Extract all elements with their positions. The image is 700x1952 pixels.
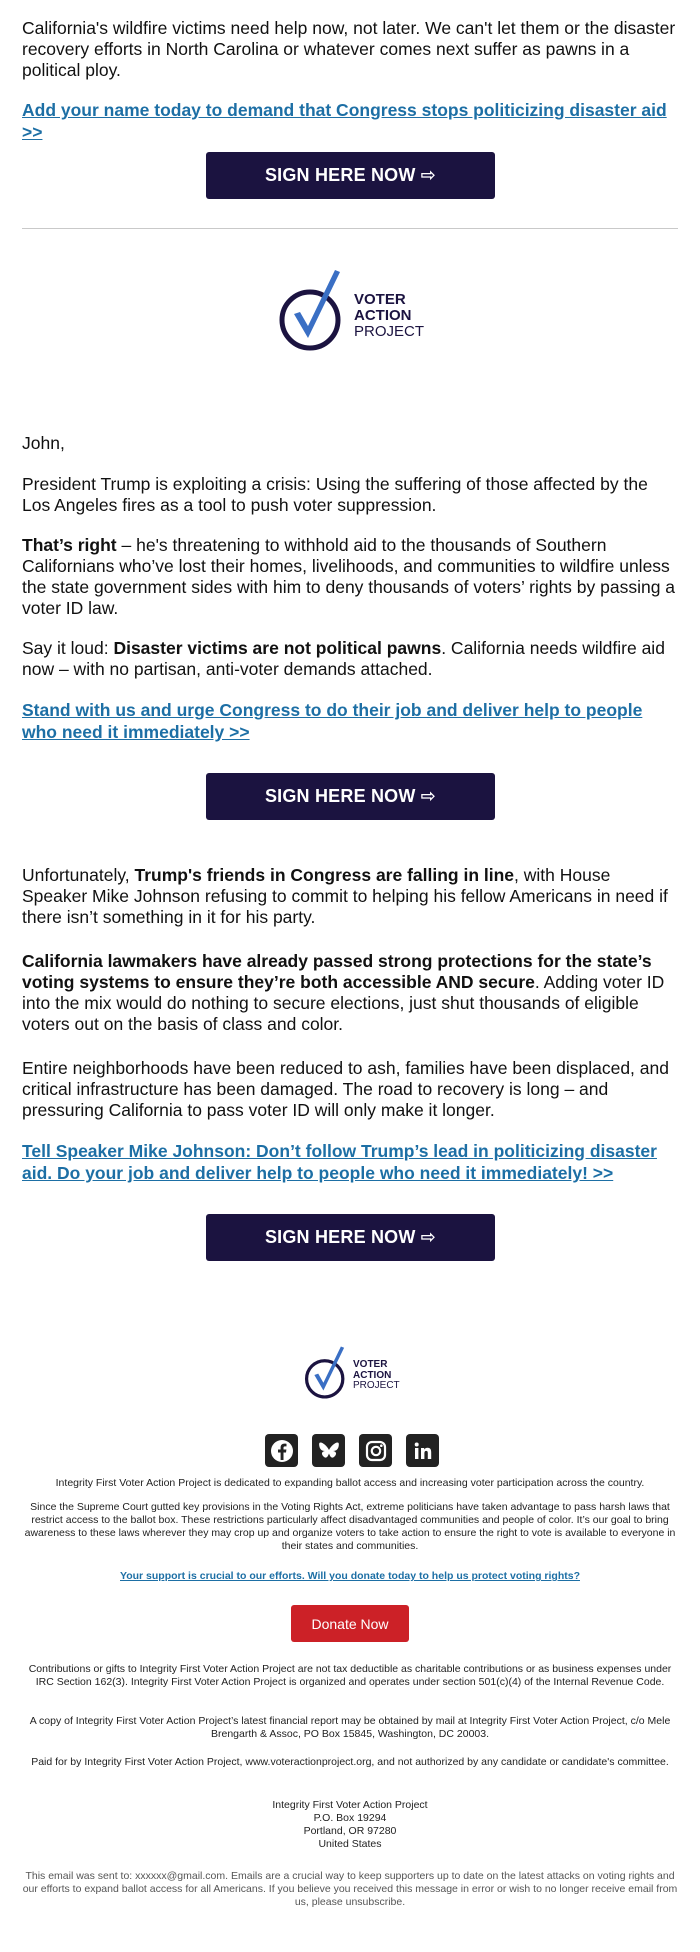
intro-text: California's wildfire victims need help now, not later. We can't let them or the disaster recovery efforts in North Carolina or whatever comes next suffer as pawns in a political ploy. [22,18,676,80]
sign-here-button-2[interactable]: SIGN HERE NOW ⇨ [206,773,495,820]
paragraph-5 [22,951,678,1035]
paragraph-3 [22,638,678,680]
sign-here-button-1[interactable]: SIGN HERE NOW ⇨ [206,152,495,199]
footer-tax-disclaimer: Contributions or gifts to Integrity First Voter Action Project are not tax deductible as charitable contributions or as business expenses under IRC Section 162(3). Integrity First Voter Action Project is organized and operates under section 501(c)(4) of the Internal Revenue Code. [28,1663,672,1688]
footer-checkmark-logo-icon [304,1345,348,1401]
footer-mission: Integrity First Voter Action Project is dedicated to expanding ballot access and increasing voter participation across the country. [55,1477,645,1489]
logo-word-project: PROJECT [354,322,425,340]
address-line: Portland, OR 97280 [303,1825,397,1837]
paragraph-6: Entire neighborhoods have been reduced to ash, families have been displaced, and critical infrastructure has been damaged. The road to recovery is long – and pressuring California to pass voter ID will only make it longer. [22,1058,669,1120]
paragraph-4-start: Unfortunately, [22,865,135,885]
footer-logo-word-project: PROJECT [353,1380,400,1392]
speaker-johnson-link[interactable]: Tell Speaker Mike Johnson: Don’t follow Trump’s lead in politicizing disaster aid. Do your job and deliver help to people who need it immediately! >> [22,1141,657,1183]
body-section [22,433,678,743]
paragraph-2-bold: That’s right [22,535,117,555]
paragraph-2 [22,535,678,619]
footer-about: Since the Supreme Court gutted key provisions in the Voting Rights Act, extreme politicians have taken advantage to pass harsh laws that restrict access to the ballot box. These restrictions particularly affect disadvantaged communities and people of color. It’s our goal to bring awareness to these laws wherever they may crop up and organize voters to take action to ensure the right to vote is available to everyone in their states and communities. [24,1501,676,1552]
paragraph-3-bold: Disaster victims are not political pawns [113,638,442,658]
divider [22,228,678,229]
footer-logo-word-action: ACTION [353,1369,392,1381]
address-line: P.O. Box 19294 [313,1812,387,1824]
footer-paid-for: Paid for by Integrity First Voter Action Project, www.voteractionproject.org, and not authorized by any candidate or candidate's committee. [31,1756,669,1768]
sign-here-button-3[interactable]: SIGN HERE NOW ⇨ [206,1214,495,1261]
social-links [265,1434,439,1467]
paragraph-4-bold: Trump's friends in Congress are falling in line [134,865,515,885]
footer-donate-link[interactable]: Your support is crucial to our efforts. Will you donate today to help us protect voting rights? [120,1570,580,1582]
paragraph-5-bold: California lawmakers have already passed strong protections for the state’s voting systems to ensure they’re both accessible AND secure [22,951,652,992]
paragraph-4-rest: , with House Speaker Mike Johnson refusing to commit to helping his fellow Americans in need if there isn’t something in it for his party. [22,865,668,927]
paragraph-5-rest: . Adding voter ID into the mix would do nothing to secure elections, just shut thousands of eligible voters out on the basis of class and color. [22,972,665,1034]
instagram-icon[interactable] [359,1434,392,1467]
bluesky-icon[interactable] [312,1434,345,1467]
footer-logo-word-voter: VOTER [353,1359,388,1371]
linkedin-icon[interactable] [406,1434,439,1467]
checkmark-logo-icon [278,268,346,354]
paragraph-1: President Trump is exploiting a crisis: Using the suffering of those affected by the Los Angeles fires as a tool to push voter suppression. [22,474,648,515]
greeting: John, [22,433,65,453]
paragraph-3-start: Say it loud: [22,638,114,658]
paragraph-2-rest: – he's threatening to withhold aid to the thousands of Southern Californians who’ve lost their homes, livelihoods, and communities to wildfire unless the state government sides with him to deny thousands of voters’ rights by passing a voter ID law. [22,535,676,618]
logo-word-action: ACTION [354,307,412,325]
voter-action-project-logo [278,268,424,354]
address-line: Integrity First Voter Action Project [272,1799,428,1811]
footer-sent-to: This email was sent to: xxxxxx@gmail.com. Emails are a crucial way to keep supporters up to date on the latest attacks on voting rights and our efforts to expand ballot access for all Americans. If you believe you received this message in error or wish to no longer receive email from us, please unsubscribe. [22,1870,678,1908]
address-line: United States [318,1838,382,1850]
footer-financial-report: A copy of Integrity First Voter Action Project’s latest financial report may be obtained by mail at Integrity First Voter Action Project, c/o Mele Brengarth & Assoc, PO Box 15845, Washington, DC 20003. [29,1715,671,1740]
body-section-2 [22,865,678,1184]
intro-section [22,18,678,143]
footer-donate-line [22,1570,678,1583]
logo-word-voter: VOTER [354,291,406,309]
paragraph-4 [22,865,678,928]
paragraph-3-rest: . California needs wildfire aid now – with no partisan, anti-voter demands attached. [22,638,665,679]
intro-petition-link[interactable]: Add your name today to demand that Congress stops politicizing disaster aid >> [22,100,667,142]
footer-address [22,1799,678,1851]
donate-now-button[interactable]: Donate Now [291,1605,409,1642]
facebook-icon[interactable] [265,1434,298,1467]
footer-logo [304,1345,400,1401]
congress-petition-link[interactable]: Stand with us and urge Congress to do their job and deliver help to people who need it immediately >> [22,700,643,742]
